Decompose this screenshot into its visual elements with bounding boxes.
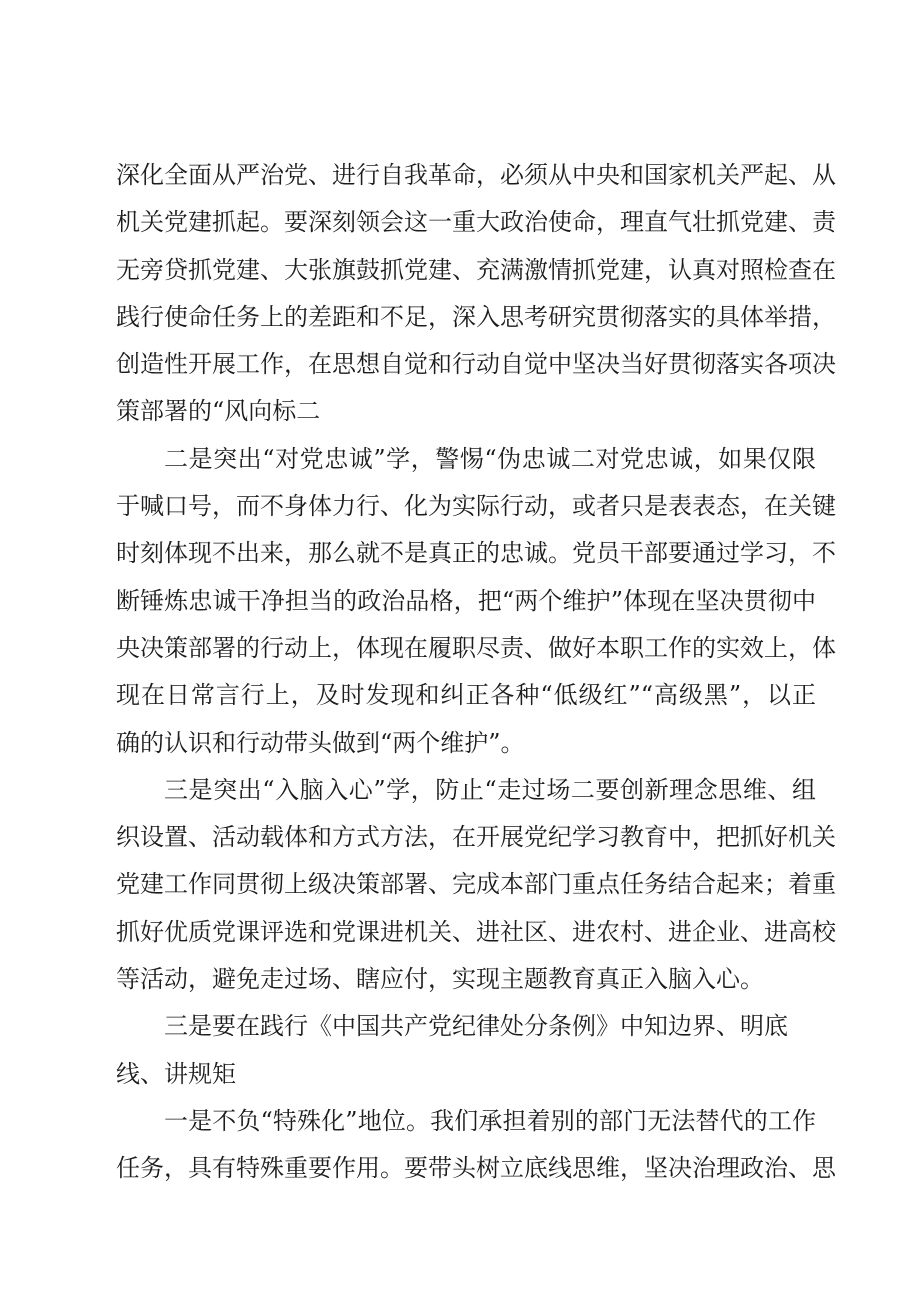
paragraph-internalize-study: [116, 767, 836, 1003]
text-line: 党建工作同贯彻上级决策部署、完成本部门重点任务结合起来；着重: [116, 870, 836, 899]
text-line: 等活动，避免走过场、瞎应付，实现主题教育真正入脑入心。: [116, 965, 764, 994]
text-line: 断锤炼忠诚干净担当的政治品格，把“两个维护”体现在坚决贯彻中: [116, 586, 816, 615]
text-line: 二是突出“对党忠诚”学，警惕“伪忠诚二对党忠诚，如果仅限: [164, 444, 816, 473]
paragraph-party-building-mission: [116, 152, 836, 436]
text-line: 央决策部署的行动上，体现在履职尽责、做好本职工作的实效上，体: [116, 633, 836, 662]
text-line: 于喊口号，而不身体力行、化为实际行动，或者只是表表态，在关键: [116, 492, 836, 521]
paragraph-special-status: [116, 1098, 836, 1193]
text-line: 时刻体现不出来，那么就不是真正的忠诚。党员干部要通过学习，不: [116, 539, 836, 568]
document-body: [116, 152, 836, 1193]
text-line: 践行使命任务上的差距和不足，深入思考研究贯彻落实的具体举措，: [116, 302, 836, 331]
text-line: 织设置、活动载体和方式方法，在开展党纪学习教育中，把抓好机关: [116, 823, 836, 852]
text-line: 任务，具有特殊重要作用。要带头树立底线思维，坚决治理政治、思: [116, 1154, 836, 1183]
text-line: 线、讲规矩: [116, 1059, 236, 1088]
text-line: 创造性开展工作，在思想自觉和行动自觉中坚决当好贯彻落实各项决: [116, 350, 836, 379]
text-line: 现在日常言行上，及时发现和纠正各种“低级红”“高级黑”，以正: [116, 681, 816, 710]
text-line: 确的认识和行动带头做到“两个维护”。: [116, 728, 525, 757]
section-heading-discipline-regulations: [116, 1003, 816, 1098]
text-line: 三是突出“入脑入心”学，防止“走过场二要创新理念思维、组: [164, 775, 816, 804]
text-line: 三是要在践行《中国共产党纪律处分条例》中知边界、明底: [164, 1012, 788, 1041]
paragraph-loyalty-study: [116, 436, 836, 767]
text-line: 抓好优质党课评选和党课进机关、进社区、进农村、进企业、进高校: [116, 917, 836, 946]
text-line: 深化全面从严治党、进行自我革命，必须从中央和国家机关严起、从: [116, 161, 836, 189]
text-line: 机关党建抓起。要深刻领会这一重大政治使命，理直气壮抓党建、责: [116, 208, 836, 237]
text-line: 策部署的“风向标二: [116, 397, 321, 426]
text-line: 无旁贷抓党建、大张旗鼓抓党建、充满激情抓党建，认真对照检查在: [116, 255, 836, 284]
text-line: 一是不负“特殊化”地位。我们承担着别的部门无法替代的工作: [164, 1106, 816, 1135]
